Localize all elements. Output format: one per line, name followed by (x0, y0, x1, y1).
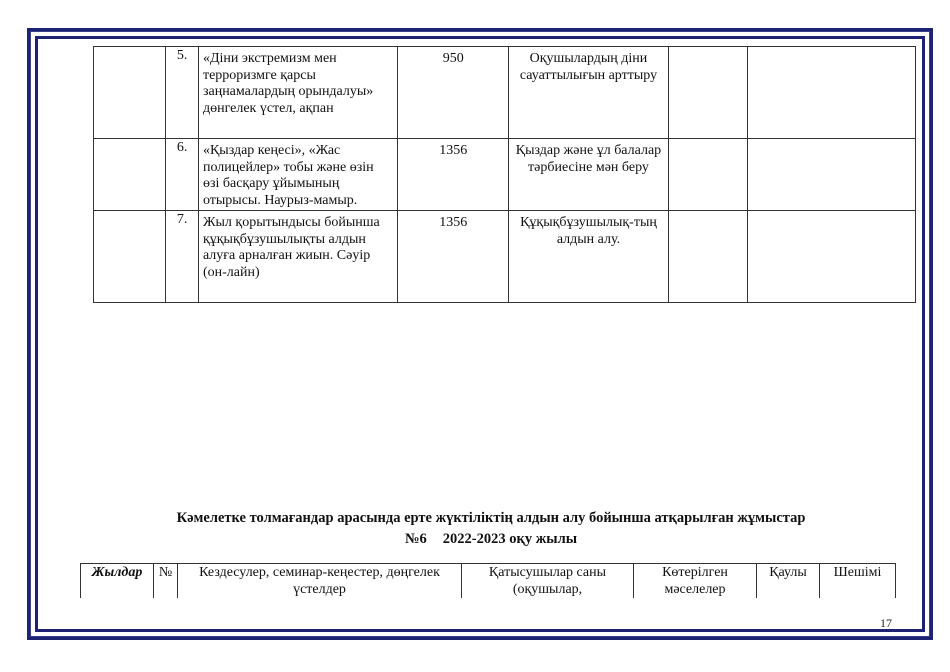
column-header-issues: Көтерілген мәселелер (634, 564, 757, 599)
decision-cell (668, 211, 747, 303)
row-number: 7. (166, 211, 199, 303)
section-heading (46, 508, 916, 550)
result-cell (747, 211, 915, 303)
column-header-number: № (154, 564, 178, 599)
column-header-result: Шешімі (820, 564, 896, 599)
section-title: Кәмелетке толмағандар арасында ерте жүктіліктің алдын алу бойынша атқарылған жұмыстар (176, 510, 806, 526)
table-row (94, 211, 916, 303)
section-subtitle (46, 529, 916, 550)
column-header-years: Жылдар (81, 564, 154, 599)
purpose-cell: Құқықбұзушылық-тың алдын алу. (509, 211, 669, 303)
table-row (94, 139, 916, 211)
result-cell (747, 139, 915, 211)
table-row (94, 47, 916, 139)
result-cell (747, 47, 915, 139)
participants-cell: 950 (398, 47, 509, 139)
event-cell: Жыл қорытындысы бойынша құқықбұзушылықты алдын алуға арналған жиын. Сәуір (он-лайн) (198, 211, 397, 303)
event-cell: «Діни экстремизм мен терроризмге қарсы заңнамалардың орындалуы» дөнгелек үстел, ақпан (198, 47, 397, 139)
page-content (46, 46, 916, 598)
year-cell (94, 211, 166, 303)
purpose-cell: Қыздар және ұл балалар тәрбиесіне мән беру (509, 139, 669, 211)
section-year: 2022-2023 оқу жылы (442, 531, 578, 547)
section-number: №6 (404, 531, 427, 547)
participants-cell: 1356 (398, 211, 509, 303)
purpose-cell: Оқушылардың діни сауаттылығын арттыру (509, 47, 669, 139)
activities-table (93, 46, 916, 303)
column-header-participants: Қатысушылар саны (оқушылар, (462, 564, 634, 599)
row-number: 6. (166, 139, 199, 211)
participants-cell: 1356 (398, 139, 509, 211)
column-header-decision: Қаулы (757, 564, 820, 599)
page-number: 17 (880, 616, 892, 630)
column-header-meetings: Кездесулер, семинар-кеңестер, дөңгелек үстелдер (178, 564, 462, 599)
year-cell (94, 47, 166, 139)
decision-cell (668, 139, 747, 211)
pregnancy-prevention-table (80, 563, 896, 598)
row-number: 5. (166, 47, 199, 139)
event-cell: «Қыздар кеңесі», «Жас полицейлер» тобы және өзін өзі басқару ұйымының отырысы. Наурыз-мамыр. (198, 139, 397, 211)
decision-cell (668, 47, 747, 139)
year-cell (94, 139, 166, 211)
table-header-row (81, 564, 896, 599)
